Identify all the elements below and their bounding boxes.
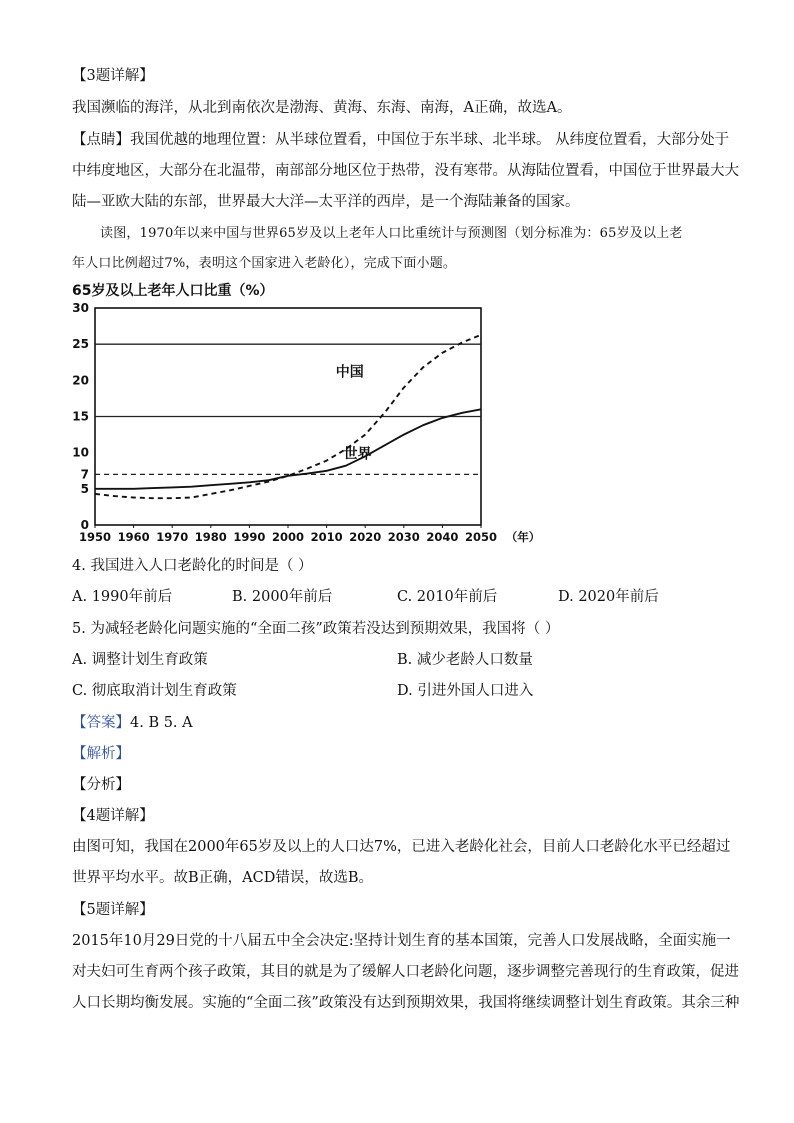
q4-option-c: C. 2010年前后 bbox=[397, 589, 498, 605]
q4-option-a: A. 1990年前后 bbox=[72, 589, 173, 605]
answer-text: 4. B 5. A bbox=[130, 715, 193, 731]
series-label-china: 中国 bbox=[335, 364, 364, 381]
x-tick-label: 1960 bbox=[117, 530, 150, 544]
y-tick-label: 25 bbox=[72, 337, 89, 352]
tip-line-3: 陆—亚欧大陆的东部，世界最大大洋—太平洋的西岸，是一个海陆兼备的国家。 bbox=[72, 194, 580, 210]
q5-option-c: C. 彻底取消计划生育政策 bbox=[72, 683, 237, 699]
q5-detail-heading: 【5题详解】 bbox=[72, 902, 154, 918]
q5-option-b: B. 减少老龄人口数量 bbox=[397, 652, 533, 668]
q4-detail-line-2: 世界平均水平。故B正确，ACD错误，故选B。 bbox=[72, 870, 374, 886]
fenxi-label: 【分析】 bbox=[72, 777, 130, 793]
q5-detail-line-1: 2015年10月29日党的十八届五中全会决定:坚持计划生育的基本国策，完善人口发展战略，全面实施一 bbox=[72, 933, 731, 949]
y-tick-label: 0 bbox=[80, 518, 89, 532]
y-tick-label: 10 bbox=[72, 445, 89, 460]
x-tick-label: 2050 bbox=[464, 530, 498, 544]
y-tick-label: 7 bbox=[80, 467, 89, 482]
tip-text-1: 我国优越的地理位置：从半球位置看，中国位于东半球、北半球。 从纬度位置看，大部分处于 bbox=[130, 132, 730, 148]
tip-line-2: 中纬度地区，大部分在北温带，南部部分地区位于热带，没有寒带。从海陆位置看，中国位于世界最大大 bbox=[72, 163, 739, 179]
q4-detail-heading: 【4题详解】 bbox=[72, 808, 154, 824]
y-tick-label: 20 bbox=[72, 373, 89, 388]
x-tick-label: 1990 bbox=[233, 530, 266, 544]
x-tick-label: 2020 bbox=[349, 530, 382, 544]
chart-title: 65岁及以上老年人口比重（%） bbox=[72, 283, 274, 299]
q5-option-a: A. 调整计划生育政策 bbox=[72, 652, 208, 668]
y-tick-label: 30 bbox=[72, 301, 89, 315]
q4-option-d: D. 2020年前后 bbox=[558, 589, 659, 605]
q3-heading: 【3题详解】 bbox=[72, 68, 154, 84]
population-chart bbox=[60, 290, 560, 562]
x-axis-label: （年） bbox=[505, 530, 541, 544]
analysis-label: 【解析】 bbox=[72, 746, 130, 762]
q5-option-d: D. 引进外国人口进入 bbox=[397, 683, 534, 699]
q5-stem: 5. 为减轻老龄化问题实施的“全面二孩”政策若没达到预期效果，我国将（ ） bbox=[72, 621, 560, 637]
x-tick-label: 1950 bbox=[78, 530, 112, 544]
q4-option-b: B. 2000年前后 bbox=[232, 589, 333, 605]
x-tick-label: 2040 bbox=[426, 530, 459, 544]
answer-line bbox=[72, 713, 193, 733]
y-tick-label: 5 bbox=[80, 481, 89, 496]
q5-detail-line-3: 人口长期均衡发展。实施的“全面二孩”政策没有达到预期效果，我国将继续调整计划生育政策。其余三种 bbox=[72, 995, 740, 1011]
q3-body: 我国濒临的海洋，从北到南依次是渤海、黄海、东海、南海，A正确，故选A。 bbox=[72, 100, 572, 116]
y-tick-label: 15 bbox=[72, 409, 89, 424]
intro-line-1: 读图，1970年以来中国与世界65岁及以上老年人口比重统计与预测图（划分标准为：65岁及以上老 bbox=[100, 226, 683, 241]
intro-line-2: 年人口比例超过7%，表明这个国家进入老龄化），完成下面小题。 bbox=[72, 256, 457, 271]
q4-stem: 4. 我国进入人口老龄化的时间是（ ） bbox=[72, 558, 313, 574]
series-label-world: 世界 bbox=[343, 446, 372, 463]
x-tick-label: 2030 bbox=[387, 530, 420, 544]
tip-line-1 bbox=[72, 130, 729, 150]
x-tick-label: 2010 bbox=[310, 530, 343, 544]
x-tick-label: 1980 bbox=[194, 530, 227, 544]
x-tick-label: 2000 bbox=[271, 530, 305, 544]
q4-detail-line-1: 由图可知，我国在2000年65岁及以上的人口达7%，已进入老龄化社会，目前人口老龄化水平已经超过 bbox=[72, 839, 731, 855]
tip-label: 【点睛】 bbox=[72, 132, 130, 148]
q5-detail-line-2: 对夫妇可生育两个孩子政策，其目的就是为了缓解人口老龄化问题，逐步调整完善现行的生育政策，促进 bbox=[72, 964, 739, 980]
x-tick-label: 1970 bbox=[156, 530, 189, 544]
answer-label: 【答案】 bbox=[72, 715, 130, 731]
series-line-world bbox=[95, 409, 481, 489]
